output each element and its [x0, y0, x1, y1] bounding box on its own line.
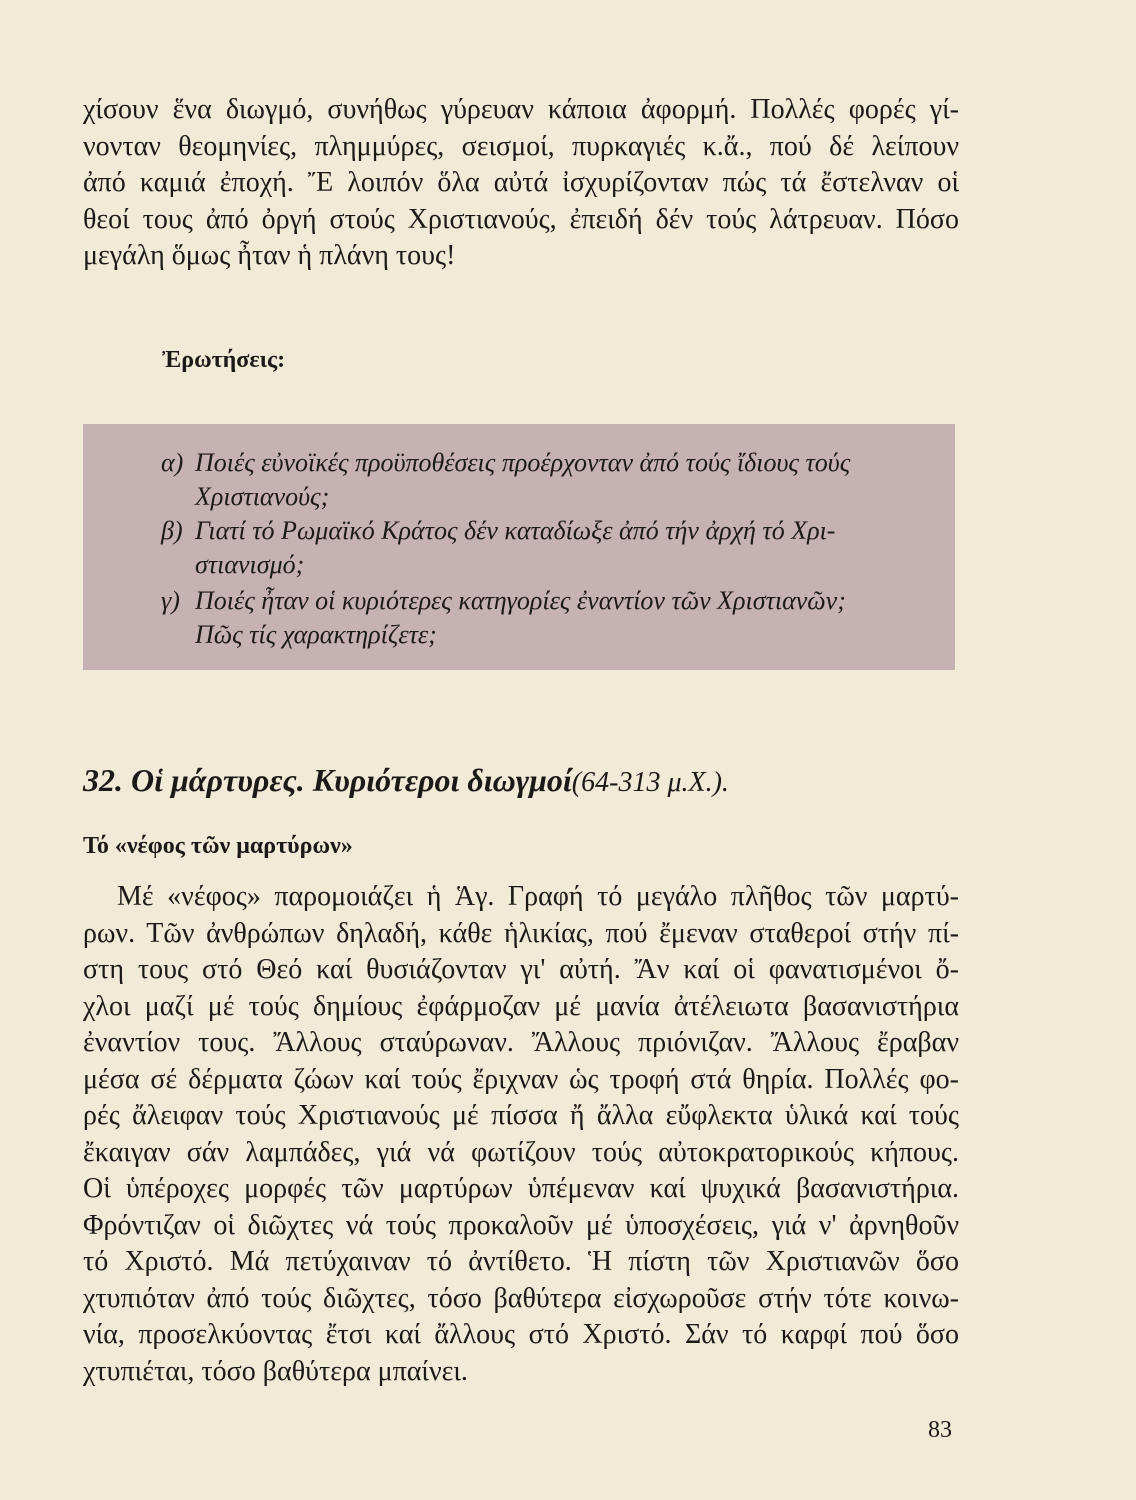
text-line: ρές ἄλειφαν τούς Χριστιανούς μέ πίσσα ἤ ἄλλα εὔφλεκτα ὑλικά καί τούς: [83, 1100, 959, 1131]
text-line: ἐναντίον τους. Ἄλλους σταύρωναν. Ἄλλους πριόνιζαν. Ἄλλους ἔραβαν: [83, 1027, 959, 1058]
question-text: Γιατί τό Ρωμαϊκό Κράτος δέν καταδίωξε ἀπό τήν ἀρχή τό Χρι-: [195, 516, 836, 545]
question-label: γ): [161, 586, 180, 615]
text-line: χλοι μαζί μέ τούς δημίους ἐφάρμοζαν μέ μανία ἀτέλειωτα βασανιστήρια: [83, 990, 959, 1022]
text-line: στη τους στό Θεό καί θυσιάζονταν γι' αὐτή. Ἄν καί οἱ φανατισμένοι ὄ-: [83, 954, 959, 985]
question-item: [161, 514, 901, 582]
text-line: ρων. Τῶν ἀνθρώπων δηλαδή, κάθε ἡλικίας, πού ἔμεναν σταθεροί στήν πί-: [83, 917, 959, 949]
paragraph-martyrs: [83, 879, 959, 1390]
text-line: Μέ «νέφος» παρομοιάζει ἡ Ἁγ. Γραφή τό μεγάλο πλῆθος τῶν μαρτύ-: [117, 881, 959, 912]
questions-heading: Ἐρωτήσεις:: [162, 347, 286, 373]
questions-box: [83, 424, 955, 670]
text-line: χίσουν ἕνα διωγμό, συνήθως γύρευαν κάποια ἀφορμή. Πολλές φορές γί-: [83, 94, 959, 125]
question-item: [161, 446, 901, 514]
text-line: χτυπιόταν ἀπό τούς διῶχτες, τόσο βαθύτερα εἰσχωροῦσε στήν τότε κοινω-: [83, 1282, 959, 1314]
question-text: Πῶς τίς χαρακτηρίζετε;: [195, 620, 437, 649]
question-text: Ποιές ἦταν οἱ κυριότερες κατηγορίες ἐναντίον τῶν Χριστιανῶν;: [195, 586, 846, 615]
question-label: β): [161, 516, 183, 545]
question-text: στιανισμό;: [195, 550, 305, 579]
section-date-range: (64-313 μ.Χ.).: [571, 767, 729, 798]
paragraph-intro: [83, 92, 959, 275]
text-line: ἀπό καμιά ἐποχή. Ἔ λοιπόν ὅλα αὐτά ἰσχυρίζονταν πώς τά ἔστελναν οἱ: [83, 167, 959, 198]
section-number: 32.: [83, 762, 123, 798]
question-text: Χριστιανούς;: [195, 482, 330, 511]
text-line: χτυπιέται, τόσο βαθύτερα μπαίνει.: [83, 1355, 468, 1387]
question-item: [161, 584, 901, 652]
text-line: ἔκαιγαν σάν λαμπάδες, γιά νά φωτίζουν τούς αὐτοκρατορικούς κήπους.: [83, 1136, 959, 1168]
text-line: θεοί τους ἀπό ὀργή στούς Χριστιανούς, ἐπειδή δέν τούς λάτρευαν. Πόσο: [83, 203, 959, 235]
text-line: τό Χριστό. Μά πετύχαιναν τό ἀντίθετο. Ἡ πίστη τῶν Χριστιανῶν ὅσο: [83, 1246, 959, 1277]
text-line: νία, προσελκύοντας ἔτσι καί ἄλλους στό Χριστό. Σάν τό καρφί πού ὅσο: [83, 1319, 959, 1350]
subheading: Τό «νέφος τῶν μαρτύρων»: [83, 833, 353, 859]
text-line: μεγάλη ὅμως ἦταν ἡ πλάνη τους!: [83, 240, 456, 271]
page-number: 83: [928, 1417, 952, 1443]
section-title: [83, 762, 729, 799]
text-line: Οἱ ὑπέροχες μορφές τῶν μαρτύρων ὑπέμεναν καί ψυχικά βασανιστήρια.: [83, 1173, 959, 1204]
question-label: α): [161, 448, 184, 477]
question-text: Ποιές εὐνοϊκές προϋποθέσεις προέρχονταν ἀπό τούς ἴδιους τούς: [195, 448, 851, 477]
text-line: Φρόντιζαν οἱ διῶχτες νά τούς προκαλοῦν μέ ὑποσχέσεις, γιά ν' ἀρνηθοῦν: [83, 1209, 959, 1241]
section-title-text: Οἱ μάρτυρες. Κυριότεροι διωγμοί: [131, 762, 572, 798]
text-line: μέσα σέ δέρματα ζώων καί τούς ἔριχναν ὡς τροφή στά θηρία. Πολλές φο-: [83, 1063, 959, 1095]
text-line: νονταν θεομηνίες, πλημμύρες, σεισμοί, πυρκαγιές κ.ἄ., πού δέ λείπουν: [83, 130, 959, 162]
